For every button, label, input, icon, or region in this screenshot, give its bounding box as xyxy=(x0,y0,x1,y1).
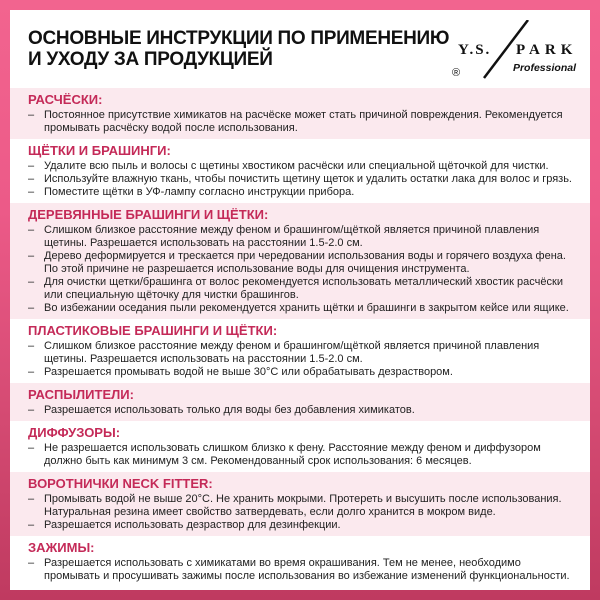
brand-logo xyxy=(450,20,576,82)
dash-bullet: – xyxy=(28,493,35,505)
section-title: ЗАЖИМЫ: xyxy=(28,540,95,555)
logo-park-text: PARK xyxy=(516,42,578,58)
section-title: РАСЧЁСКИ: xyxy=(28,92,103,107)
dash-bullet: – xyxy=(28,250,35,262)
list-item xyxy=(28,109,574,135)
section-diffusers xyxy=(10,421,590,472)
list-item xyxy=(28,250,574,276)
list-item-text: Промывать водой не выше 20°C. Не хранить мокрыми. Протереть и высушить после использования. Натуральная резина имеет свойство затвердевать, если долго хранится в мокром виде. xyxy=(44,493,562,518)
section-title: ЩЁТКИ И БРАШИНГИ: xyxy=(28,143,171,158)
dash-bullet: – xyxy=(28,224,35,236)
section-brushes xyxy=(10,139,590,203)
list-item-text: Поместите щётки в УФ-лампу согласно инструкции прибора. xyxy=(44,186,355,198)
registered-trademark-icon: ® xyxy=(452,67,461,79)
section-title: ДИФФУЗОРЫ: xyxy=(28,425,121,440)
list-item xyxy=(28,160,574,173)
list-item xyxy=(28,442,574,468)
list-item-text: Разрешается использовать только для воды без добавления химикатов. xyxy=(44,404,415,416)
list-item-text: Используйте влажную ткань, чтобы почистить щетину щеток и удалить остатки лака для волос и грязь. xyxy=(44,173,572,185)
list-item xyxy=(28,493,574,519)
list-item xyxy=(28,404,574,417)
dash-bullet: – xyxy=(28,519,35,531)
section-wooden-brushes xyxy=(10,203,590,319)
section-title: ДЕРЕВЯННЫЕ БРАШИНГИ И ЩЁТКИ: xyxy=(28,207,269,222)
list-item xyxy=(28,340,574,366)
section-neck-fitter xyxy=(10,472,590,536)
list-item-text: Для очистки щетки/брашинга от волос рекомендуется использовать металлический хвостик расчёски или специальную щёточку для чистки брашингов. xyxy=(44,276,563,301)
section-title: РАСПЫЛИТЕЛИ: xyxy=(28,387,134,402)
list-item xyxy=(28,224,574,250)
dash-bullet: – xyxy=(28,160,35,172)
page-title-line2: И УХОДУ ЗА ПРОДУКЦИЕЙ xyxy=(28,49,273,70)
dash-bullet: – xyxy=(28,557,35,569)
list-item-text: Разрешается промывать водой не выше 30°C или обрабатывать дезраствором. xyxy=(44,366,453,378)
logo-professional-text: Professional xyxy=(512,62,576,74)
list-item-text: Разрешается использовать дезраствор для дезинфекции. xyxy=(44,519,341,531)
dash-bullet: – xyxy=(28,109,35,121)
list-item-text: Дерево деформируется и трескается при чередовании использования воды и горячего воздуха фена. По этой причине не разрешается использование воды для очищения инструмента. xyxy=(44,250,566,275)
list-item-text: Во избежании оседания пыли рекомендуется хранить щётки и брашинги в закрытом кейсе или ящике. xyxy=(44,302,569,314)
dash-bullet: – xyxy=(28,186,35,198)
list-item xyxy=(28,276,574,302)
dash-bullet: – xyxy=(28,173,35,185)
header xyxy=(10,10,590,88)
section-clips xyxy=(10,536,590,587)
page-title xyxy=(28,28,449,70)
list-item xyxy=(28,186,574,199)
list-item xyxy=(28,366,574,379)
list-item xyxy=(28,519,574,532)
sections-list xyxy=(10,88,590,590)
section-plastic-brushes xyxy=(10,319,590,383)
list-item-text: Не разрешается использовать слишком близко к фену. Расстояние между феном и диффузором должно быть как минимум 3 см. Рекомендованный срок использования: 6 месяцев. xyxy=(44,442,541,467)
section-sprayers xyxy=(10,383,590,421)
dash-bullet: – xyxy=(28,366,35,378)
dash-bullet: – xyxy=(28,442,35,454)
dash-bullet: – xyxy=(28,302,35,314)
list-item-text: Постоянное присутствие химикатов на расчёске может стать причиной повреждения. Рекомендуется промывать расчёску водой после использования. xyxy=(44,109,563,134)
logo-ys-text: Y.S. xyxy=(458,42,492,58)
list-item xyxy=(28,557,574,583)
dash-bullet: – xyxy=(28,404,35,416)
page-title-line1: ОСНОВНЫЕ ИНСТРУКЦИИ ПО ПРИМЕНЕНИЮ xyxy=(28,28,450,49)
list-item xyxy=(28,173,574,186)
list-item xyxy=(28,302,574,315)
leaflet-body xyxy=(10,10,590,590)
dash-bullet: – xyxy=(28,340,35,352)
list-item-text: Удалите всю пыль и волосы с щетины хвостиком расчёски или специальной щёточкой для чистки. xyxy=(44,160,549,172)
list-item-text: Слишком близкое расстояние между феном и брашингом/щёткой является причиной плавления щетины. Разрешается использовать на расстоянии 1.5-2.0 см. xyxy=(44,340,540,365)
list-item-text: Слишком близкое расстояние между феном и брашингом/щёткой является причиной плавления щетины. Разрешается использовать на расстоянии 1.5-2.0 см. xyxy=(44,224,540,249)
section-title: ПЛАСТИКОВЫЕ БРАШИНГИ И ЩЁТКИ: xyxy=(28,323,278,338)
section-combs xyxy=(10,88,590,139)
list-item-text: Разрешается использовать с химикатами во время окрашивания. Тем не менее, необходимо промывать и просушивать зажимы после использования во избежание изменений функциональности. xyxy=(44,557,570,582)
dash-bullet: – xyxy=(28,276,35,288)
section-title: ВОРОТНИЧКИ NECK FITTER: xyxy=(28,476,213,491)
